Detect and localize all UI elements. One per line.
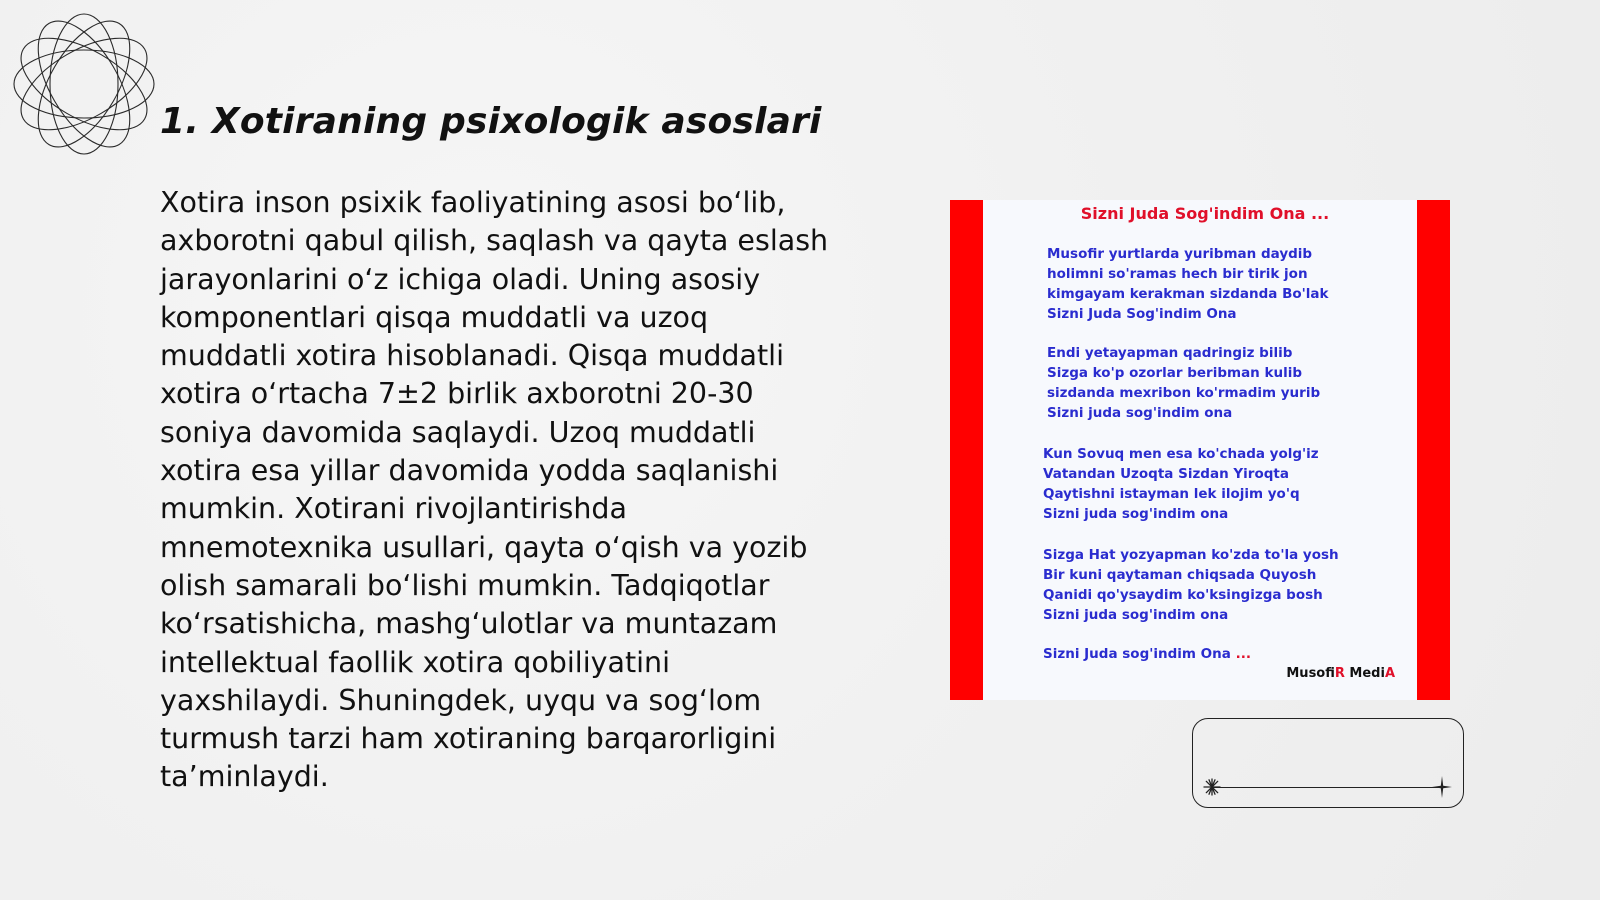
sparkle-icon: [1201, 776, 1223, 798]
brand-part: Musofi: [1286, 666, 1335, 681]
poem-closing-text: Sizni Juda sog'indim Ona: [1043, 646, 1231, 662]
poem-stanza-2: [1047, 343, 1320, 423]
poem-line: Qanidi qo'ysaydim ko'ksingizga bosh: [1043, 587, 1323, 603]
slide-body-text: Xotira inson psixik faoliyatining asosi boʻlib, axborotni qabul qilish, saqlash va qayta eslash jarayonlarini oʻz ichiga oladi. Uning asosiy komponentlari qisqa muddatli va uzoq muddatli xotira hisoblanadi. Qisqa muddatli xotira oʻrtacha 7±2 birlik axborotni 20-30 soniya davomida saqlaydi. Uzoq muddatli xotira esa yillar davomida yodda saqlanishi mumkin. Xotirani rivojlantirishda mnemotexnika usullari, qayta oʻqish va yozib olish samarali boʻlishi mumkin. Tadqiqotlar koʻrsatishicha, mashgʻulotlar va muntazam intellektual faollik xotira qobiliyatini yaxshilaydi. Shuningdek, uyqu va sogʻlom turmush tarzi ham xotiraning barqarorligini ta’minlaydi.: [160, 186, 829, 794]
decorative-line: [1211, 787, 1445, 788]
poem-stanza-1: [1047, 244, 1329, 324]
orbit-rings-logo-icon: [10, 10, 158, 158]
poem-line: holimni so'ramas hech bir tirik jon: [1047, 266, 1308, 282]
poem-line: Sizga ko'p ozorlar beribman kulib: [1047, 365, 1302, 381]
poem-brand-watermark: [1286, 666, 1395, 681]
poem-closing-line: [1043, 646, 1251, 662]
poem-right-bar: [1417, 200, 1450, 700]
poem-line: Sizga Hat yozyapman ko'zda to'la yosh: [1043, 547, 1339, 563]
poem-stanza-3: [1043, 444, 1319, 524]
poem-line: Qaytishni istayman lek ilojim yo'q: [1043, 486, 1300, 502]
brand-part: A: [1384, 666, 1395, 681]
brand-part: R: [1334, 666, 1345, 681]
poem-line: Sizni juda sog'indim ona: [1047, 405, 1233, 421]
poem-line: Vatandan Uzoqta Sizdan Yiroqta: [1043, 466, 1289, 482]
poem-line: Sizni Juda Sog'indim Ona: [1047, 306, 1237, 322]
poem-left-bar: [950, 200, 983, 700]
poem-closing-dots: ...: [1235, 646, 1251, 662]
four-point-star-icon: [1431, 775, 1453, 799]
brand-part: Medi: [1344, 666, 1385, 681]
decorative-frame: [1192, 718, 1464, 808]
poem-line: Sizni juda sog'indim ona: [1043, 506, 1229, 522]
poem-title: Sizni Juda Sog'indim Ona ...: [1080, 204, 1330, 223]
poem-line: Sizni juda sog'indim ona: [1043, 607, 1229, 623]
poem-line: Kun Sovuq men esa ko'chada yolg'iz: [1043, 446, 1319, 462]
slide-title: 1. Xotiraning psixologik asoslari: [160, 101, 822, 142]
poem-line: kimgayam kerakman sizdanda Bo'lak: [1047, 286, 1329, 302]
poem-stanza-4: [1043, 545, 1339, 625]
poem-line: Bir kuni qaytaman chiqsada Quyosh: [1043, 567, 1317, 583]
poem-line: sizdanda mexribon ko'rmadim yurib: [1047, 385, 1321, 401]
poem-image: [950, 200, 1450, 700]
poem-line: Musofir yurtlarda yuribman daydib: [1047, 246, 1313, 262]
poem-line: Endi yetayapman qadringiz bilib: [1047, 345, 1293, 361]
